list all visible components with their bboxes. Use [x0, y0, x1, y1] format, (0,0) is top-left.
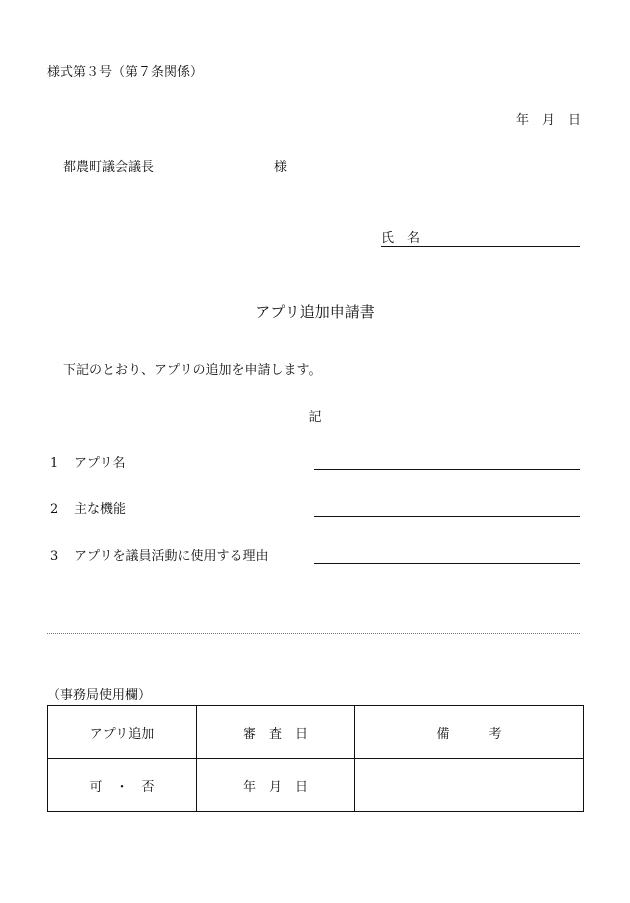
item-main-function [50, 503, 126, 516]
application-date: 年 月 日 [515, 113, 581, 128]
table-row [48, 759, 584, 812]
dotted-divider [47, 633, 580, 634]
header-app-add: アプリ追加 [48, 706, 197, 759]
addressee: 都農町議会議長 [63, 160, 155, 175]
office-use-table [47, 705, 584, 812]
honorific: 様 [274, 160, 288, 175]
document-title: アプリ追加申請書 [255, 303, 375, 321]
item-app-name [50, 457, 125, 470]
app-name-input-line[interactable] [314, 469, 580, 470]
ki-heading: 記 [308, 410, 322, 425]
item-number: 2 [50, 502, 59, 517]
intro-text: 下記のとおり、アプリの追加を申請します。 [63, 363, 322, 378]
office-use-label: （事務局使用欄） [47, 688, 152, 703]
item-number: 3 [50, 549, 59, 564]
item-number: 1 [50, 456, 59, 471]
item-label: アプリ名 [74, 456, 126, 471]
applicant-name-field[interactable] [381, 232, 580, 247]
approval-cell[interactable]: 可 ・ 否 [48, 759, 197, 812]
table-header-row [48, 706, 584, 759]
review-date-cell[interactable]: 年 月 日 [197, 759, 355, 812]
remarks-cell[interactable] [355, 759, 584, 812]
main-function-input-line[interactable] [314, 516, 580, 517]
name-label: 氏 名 [381, 231, 421, 246]
item-usage-reason [50, 550, 268, 563]
form-number: 様式第３号（第７条関係） [47, 65, 204, 80]
item-label: 主な機能 [74, 502, 127, 517]
header-review-date: 審 査 日 [197, 706, 355, 759]
header-remarks: 備 考 [355, 706, 584, 759]
usage-reason-input-line[interactable] [314, 563, 580, 564]
item-label: アプリを議員活動に使用する理由 [74, 549, 269, 564]
